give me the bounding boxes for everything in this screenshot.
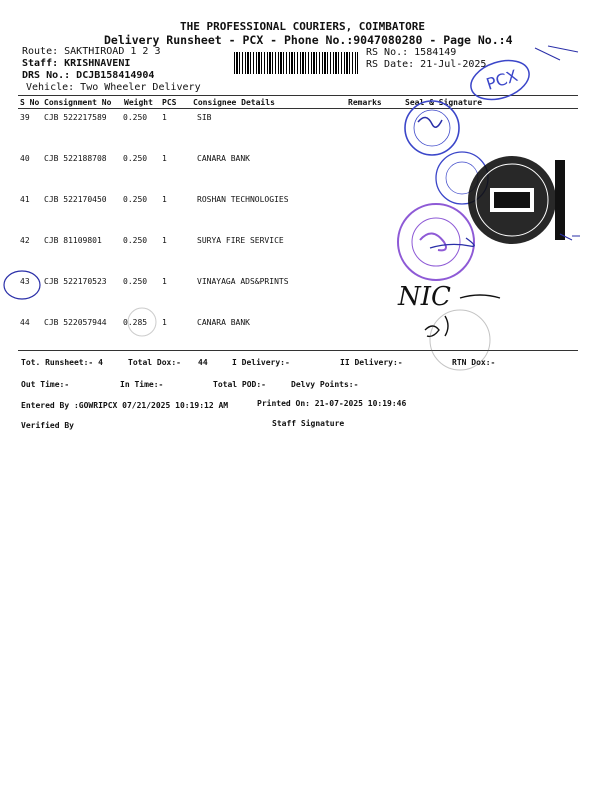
row-sno: 40: [20, 154, 30, 163]
row-sno: 41: [20, 195, 30, 204]
staff-signature: Staff Signature: [272, 419, 345, 428]
row-consignment: CJB 522217589: [44, 113, 107, 122]
vehicle: Vehicle: Two Wheeler Delivery: [26, 82, 201, 93]
entered-by: Entered By :GOWRIPCX 07/21/2025 10:19:12 AM: [21, 401, 229, 410]
row-consignee: CANARA BANK: [197, 318, 250, 327]
total-pod: Total POD:-: [213, 380, 266, 389]
in-time: In Time:-: [120, 380, 164, 389]
total-runsheet: Tot. Runsheet:- 4: [21, 358, 103, 367]
rs-number: RS No.: 1584149: [366, 47, 457, 58]
route: Route: SAKTHIROAD 1 2 3: [22, 46, 161, 57]
hand-circle-mark: [4, 271, 40, 299]
ii-delivery: II Delivery:-: [340, 358, 403, 367]
fire-service-stamp: [398, 204, 474, 280]
nic-underline: [460, 295, 500, 298]
row-pcs: 1: [162, 318, 167, 327]
row-consignment: CJB 522170523: [44, 277, 107, 286]
delivery-points: Delvy Points:-: [291, 380, 359, 389]
row-sno: 43: [20, 277, 30, 286]
row-weight: 0.250: [123, 195, 148, 204]
company-title: THE PROFESSIONAL COURIERS, COIMBATORE: [180, 20, 426, 33]
printed-on: Printed On: 21-07-2025 10:19:46: [257, 399, 407, 408]
i-delivery: I Delivery:-: [232, 358, 290, 367]
row-sno: 39: [20, 113, 30, 122]
row-pcs: 1: [162, 195, 167, 204]
col-pcs: PCS: [162, 98, 177, 107]
signature-scribble: [430, 238, 474, 248]
handwritten-signature: [425, 316, 448, 336]
total-dox-value: 44: [198, 358, 208, 367]
row-consignee: CANARA BANK: [197, 154, 250, 163]
row-consignee: ROSHAN TECHNOLOGIES: [197, 195, 289, 204]
row-weight: 0.285: [123, 318, 148, 327]
bank-round-stamp: [405, 101, 459, 155]
row-weight: 0.250: [123, 236, 148, 245]
col-weight: Weight: [124, 98, 153, 107]
row-weight: 0.250: [123, 154, 148, 163]
col-seal-signature: Seal & Signature: [405, 98, 483, 107]
handwritten-nic: NIC: [398, 282, 451, 312]
row-weight: 0.250: [123, 113, 148, 122]
rtn-dox: RTN Dox:-: [452, 358, 496, 367]
row-consignee: VINAYAGA ADS&PRINTS: [197, 277, 289, 286]
tick-mark: [535, 46, 578, 60]
row-pcs: 1: [162, 236, 167, 245]
row-pcs: 1: [162, 154, 167, 163]
runsheet-subtitle: Delivery Runsheet - PCX - Phone No.:9047080280 - Page No.:4: [104, 33, 513, 47]
row-weight: 0.250: [123, 277, 148, 286]
faint-bank-stamp: [430, 310, 490, 370]
row-consignment: CJB 522170450: [44, 195, 107, 204]
col-sno: S No: [20, 98, 40, 107]
row-pcs: 1: [162, 113, 167, 122]
col-consignee: Consignee Details: [193, 98, 275, 107]
verified-by: Verified By: [21, 421, 74, 430]
total-dox-label: Total Dox:-: [128, 358, 181, 367]
rs-date: RS Date: 21-Jul-2025: [366, 59, 487, 70]
out-time: Out Time:-: [21, 380, 70, 389]
row-sno: 44: [20, 318, 30, 327]
row-consignment: CJB 522057944: [44, 318, 107, 327]
row-pcs: 1: [162, 277, 167, 286]
company-seal-stamp: [468, 156, 565, 244]
row-consignment: CJB 81109801: [44, 236, 102, 245]
row-consignment: CJB 522188708: [44, 154, 107, 163]
pcx-stamp-text: PCX: [483, 65, 521, 94]
weight-mark-circle: [128, 308, 156, 336]
row-consignee: SIB: [197, 113, 212, 122]
row-sno: 42: [20, 236, 30, 245]
pcx-stamp: [466, 54, 534, 107]
drs-number: DRS No.: DCJB158414904: [22, 70, 155, 81]
col-consignment: Consignment No: [44, 98, 112, 107]
staff: Staff: KRISHNAVENI: [22, 58, 131, 69]
col-remarks: Remarks: [348, 98, 382, 107]
row-consignee: SURYA FIRE SERVICE: [197, 236, 284, 245]
